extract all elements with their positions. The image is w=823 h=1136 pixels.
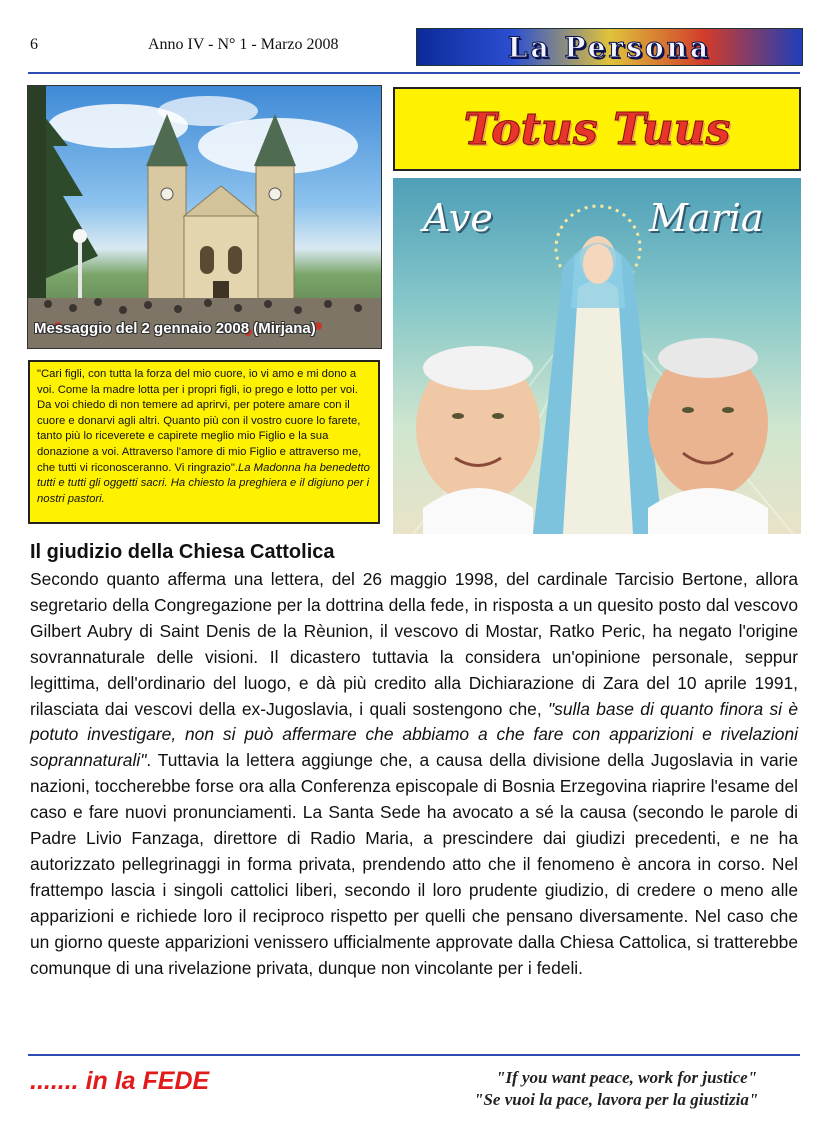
article-body-part2: . Tuttavia la lettera aggiunge che, a causa della divisione della Jugoslavia in varie nazioni, toccherebbe forse ora alla Conferenza episcopale di Bosnia Erzegovina riaprire l'esame del caso e fare nuovi pronunciamenti. La Santa Sede ha avocato a sé la causa (secondo le parole di Padre Livio Fanzaga, direttore di Radio Maria, a prescindere dai giudizi precedenti, e ne ha autorizzato pellegrinaggi in forma privata, prendendo atto che il fenomeno è ancora in corso. Nel frattempo lascia i singoli cattolici liberi, secondo il loro prudente giudizio, di credere o meno alle apparizioni e richiede loro il reciproco rispetto per quelli che pensano diversamente. Nel caso che un giorno queste apparizioni venissero ufficialmente approvate dalla Chiesa Cattolica, si tratterebbe comunque di una rivelazione privata, dunque non vincolante per i fedeli. <box>30 750 798 978</box>
page-number: 6 <box>30 36 38 53</box>
totus-tuus-banner <box>393 87 801 171</box>
totus-tuus-title: Totus Tuus <box>463 103 731 155</box>
maria-text: Maria <box>649 196 764 240</box>
message-box <box>28 360 380 524</box>
ave-text: Ave <box>423 196 493 240</box>
photo-caption: Messaggio del 2 gennaio 2008 (Mirjana) <box>34 320 316 337</box>
article-body <box>30 567 798 982</box>
devotional-image <box>393 178 801 534</box>
article-quote: "sulla base di quanto finora si è potuto investigare, non si può affermare che abbiamo a che fare con apparizioni e rivelazioni soprannaturali" <box>30 698 798 771</box>
footer-slogan: ....... in la FEDE <box>30 1067 210 1095</box>
article-title: Il giudizio della Chiesa Cattolica <box>30 541 335 563</box>
top-divider <box>28 72 800 74</box>
masthead-title: La Persona <box>507 30 712 64</box>
church-photo <box>27 85 382 349</box>
article-body-part1: Secondo quanto afferma una lettera, del 26 maggio 1998, del cardinale Tarcisio Bertone, allora segretario della Congregazione per la dottrina della fede, in risposta a un quesito posto dal vescovo Gilbert Aubry di Saint Denis de la Rèunion, il vescovo di Mostar, Ratko Peric, ha negato l'origine sovrannaturale delle visioni. Il dicastero tuttavia la considera un'opinione personale, seppur legittima, dell'ordinario del luogo, e dà più credito alla Dichiarazione di Zara del 10 aprile 1991, rilasciata dai vescovi della ex-Jugoslavia, i quali sostengono che, <box>30 569 798 719</box>
message-note: La Madonna ha benedetto tutti e tutti gli oggetti sacri. Ha chiesto la preghiera e il digiuno per i nostri pastori. <box>37 461 370 505</box>
bottom-divider <box>28 1054 800 1056</box>
footer-quote-en: "If you want peace, work for justice" <box>496 1068 758 1087</box>
message-text: "Cari figli, con tutta la forza del mio cuore, io vi amo e mi dono a voi. Come la madre lotta per i propri figli, io prego e lotto per voi. Da voi chiedo di non temere ad aprirvi, per potere amare con il cuore e donarvi agli altri. Quanto più con il vostro cuore lo farete, tanto più lo riceverete e capirete meglio mio Figlio e la sua donazione a voi. Attraverso l'amore di mio Figlio e attraverso me, che tutti vi riconosceranno. Vi ringrazio". <box>37 368 362 474</box>
issue-info: Anno IV - N° 1 - Marzo 2008 <box>148 36 339 53</box>
masthead-logo <box>416 28 803 66</box>
footer-quote-it: "Se vuoi la pace, lavora per la giustizia" <box>474 1090 759 1109</box>
church-illustration <box>28 86 381 348</box>
